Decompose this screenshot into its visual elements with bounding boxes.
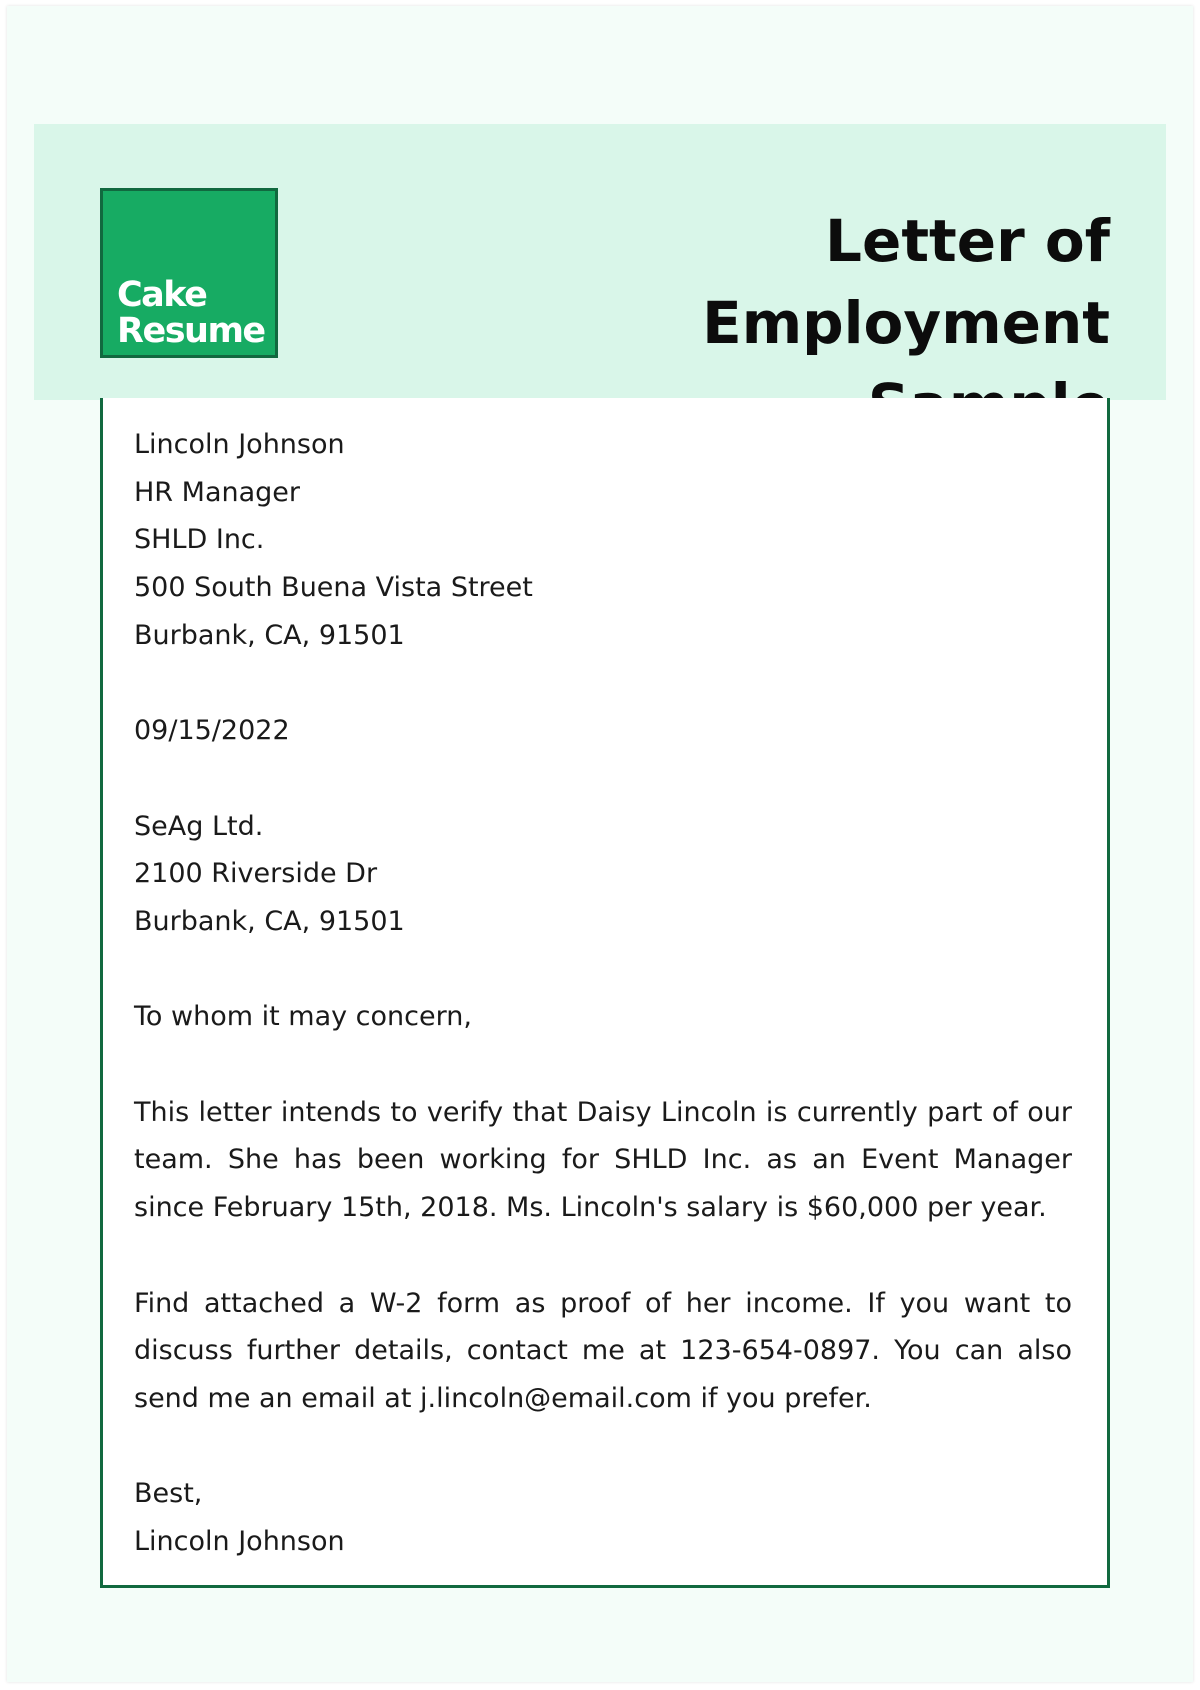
title-line-1: Letter of Employment xyxy=(702,207,1110,357)
signature: Lincoln Johnson xyxy=(134,1526,345,1558)
recipient-city: Burbank, CA, 91501 xyxy=(134,906,405,937)
letter-body xyxy=(134,421,1072,1566)
logo-line-cake: Cake xyxy=(117,275,207,315)
sender-name: Lincoln Johnson xyxy=(134,429,345,460)
closing: Best, xyxy=(134,1478,203,1510)
spacer xyxy=(134,946,1072,994)
spacer xyxy=(134,1423,1072,1471)
spacer xyxy=(134,1041,1072,1089)
sender-company: SHLD Inc. xyxy=(134,524,265,556)
sender-city: Burbank, CA, 91501 xyxy=(134,619,405,651)
logo-text xyxy=(117,277,265,349)
spacer xyxy=(134,660,1072,708)
recipient-company: SeAg Ltd. xyxy=(134,810,264,842)
recipient-street: 2100 Riverside Dr xyxy=(134,858,378,890)
spacer xyxy=(134,755,1072,803)
salutation: To whom it may concern, xyxy=(134,1001,472,1033)
letter-date: 09/15/2022 xyxy=(134,715,290,747)
logo-line-resume: Resume xyxy=(117,311,265,351)
cake-resume-logo xyxy=(100,188,278,358)
spacer xyxy=(134,1232,1072,1280)
sender-street: 500 South Buena Vista Street xyxy=(134,572,533,604)
paragraph-2: Find attached a W-2 form as proof of her income. If you want to discuss further details, contact me at 123-654-0897. You can also send me an email at j.lincoln@email.com if you prefer. xyxy=(134,1287,1072,1414)
paragraph-1: This letter intends to verify that Daisy Lincoln is currently part of our team. She has been working for SHLD Inc. as an Event Manager since February 15th, 2018. Ms. Lincoln's salary is $60,000 per year. xyxy=(134,1096,1072,1224)
sender-title: HR Manager xyxy=(134,476,300,508)
